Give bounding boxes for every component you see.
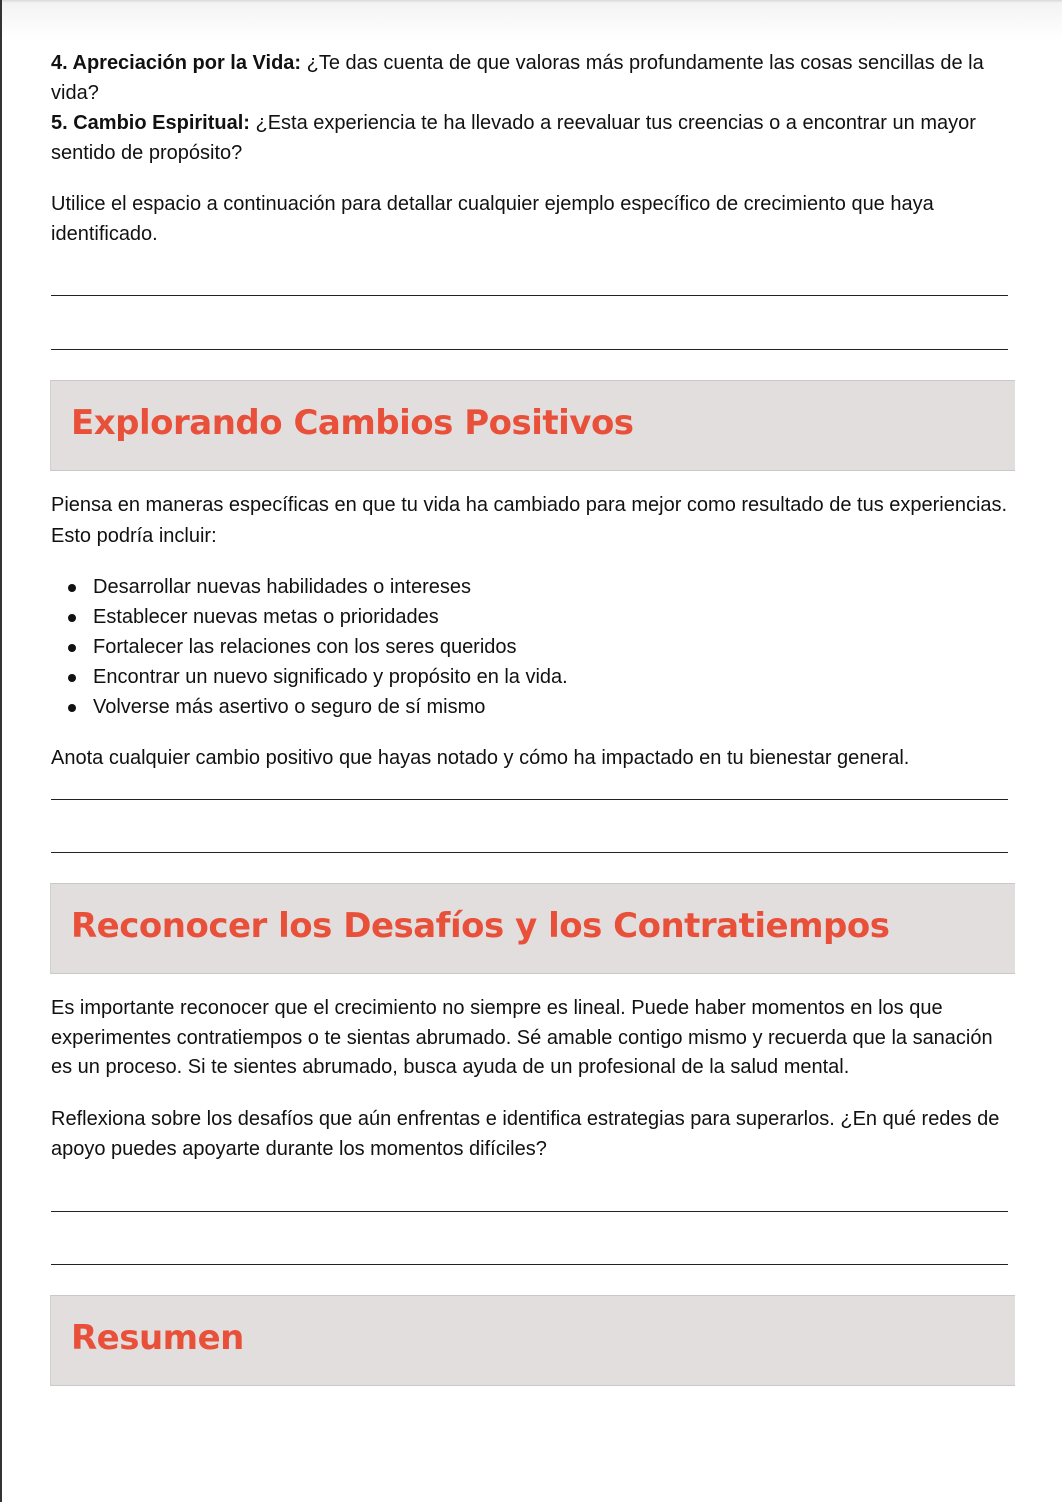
section-title: Resumen bbox=[71, 1318, 244, 1358]
item-appreciation: 4. Apreciación por la Vida: ¿Te das cuenta de que valoras más profundamente las cosas sencillas de la vida? bbox=[51, 52, 984, 104]
answer-line[interactable] bbox=[51, 1264, 1008, 1265]
growth-prompt: Utilice el espacio a continuación para detallar cualquier ejemplo específico de crecimiento que haya identificado. bbox=[51, 193, 934, 245]
positive-change-prompt: Anota cualquier cambio positivo que hayas notado y cómo ha impactado en tu bienestar general. bbox=[51, 747, 910, 769]
list-item: Establecer nuevas metas o prioridades bbox=[51, 602, 1011, 632]
section-intro: Piensa en maneras específicas en que tu vida ha cambiado para mejor como resultado de tus experiencias. Esto podría incluir: bbox=[51, 494, 1008, 547]
answer-line[interactable] bbox=[51, 799, 1008, 800]
section-header bbox=[50, 1295, 1015, 1386]
answer-line[interactable] bbox=[51, 349, 1008, 350]
answer-line[interactable] bbox=[51, 295, 1008, 296]
page-top-shadow bbox=[0, 0, 1062, 40]
item-spiritual: 5. Cambio Espiritual: ¿Esta experiencia te ha llevado a reevaluar tus creencias o a encontrar un mayor sentido de propósito? bbox=[51, 112, 976, 164]
section-header bbox=[50, 883, 1015, 974]
positive-change-list bbox=[51, 572, 1011, 722]
section-title: Reconocer los Desafíos y los Contratiempos bbox=[71, 906, 890, 946]
reflection-items bbox=[51, 48, 1011, 168]
challenges-prompt: Reflexiona sobre los desafíos que aún enfrentas e identifica estrategias para superarlos. ¿En qué redes de apoyo puedes apoyarte durante los momentos difíciles? bbox=[51, 1108, 1000, 1160]
answer-line[interactable] bbox=[51, 852, 1008, 853]
section-title: Explorando Cambios Positivos bbox=[71, 403, 634, 443]
section-header bbox=[50, 380, 1015, 471]
list-item: Encontrar un nuevo significado y propósito en la vida. bbox=[51, 662, 1011, 692]
list-item: Fortalecer las relaciones con los seres queridos bbox=[51, 632, 1011, 662]
list-item: Desarrollar nuevas habilidades o intereses bbox=[51, 572, 1011, 602]
answer-line[interactable] bbox=[51, 1211, 1008, 1212]
list-item: Volverse más asertivo o seguro de sí mismo bbox=[51, 692, 1011, 722]
page-left-edge bbox=[0, 0, 2, 1502]
challenges-paragraph: Es importante reconocer que el crecimiento no siempre es lineal. Puede haber momentos en los que experimentes contratiempos o te sientas abrumado. Sé amable contigo mismo y recuerda que la sanación es un proceso. Si te sientes abrumado, busca ayuda de un profesional de la salud mental. bbox=[51, 997, 993, 1078]
